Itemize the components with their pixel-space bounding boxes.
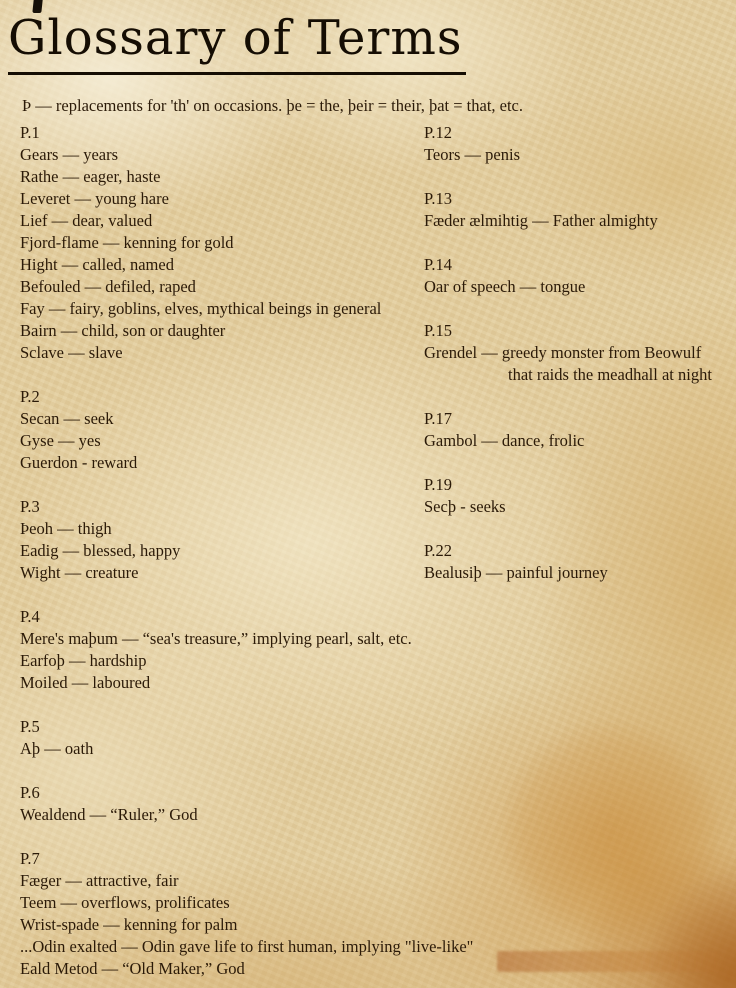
glossary-entry: ...Odin exalted — Odin gave life to first human, implying "live-like" <box>20 937 474 956</box>
page-label: P.12 <box>424 123 452 142</box>
page-label: P.15 <box>424 321 452 340</box>
glossary-entry: Grendel — greedy monster from Beowulf that raids the meadhall at night <box>424 343 712 384</box>
glossary-section-p7 <box>20 848 474 980</box>
thorn-note: Þ — replacements for 'th' on occasions. þe = the, þeir = their, þat = that, etc. <box>22 96 524 115</box>
glossary-section-p22 <box>424 540 728 584</box>
glossary-entry: Aþ — oath <box>20 739 94 758</box>
page-label: P.4 <box>20 607 40 626</box>
glossary-entry: Eadig — blessed, happy <box>20 541 181 560</box>
glossary-section-p3 <box>20 496 456 584</box>
page-label: P.7 <box>20 849 40 868</box>
glossary-entry: Teem — overflows, prolificates <box>20 893 230 912</box>
glossary-entry: Bealusiþ — painful journey <box>424 563 608 582</box>
page-label: P.13 <box>424 189 452 208</box>
glossary-entry: Rathe — eager, haste <box>20 167 161 186</box>
page-label: P.6 <box>20 783 40 802</box>
glossary-section-p4 <box>20 606 456 694</box>
glossary-entry: Lief — dear, valued <box>20 211 153 230</box>
glossary-section-p15 <box>424 320 728 386</box>
page-label: P.14 <box>424 255 452 274</box>
glossary-entry: Hight — called, named <box>20 255 174 274</box>
glossary-entry: Gears — years <box>20 145 119 164</box>
page-label: P.22 <box>424 541 452 560</box>
glossary-entry: Fjord-flame — kenning for gold <box>20 233 234 252</box>
faded-watermark-band <box>497 951 719 972</box>
glossary-section-p14 <box>424 254 728 298</box>
glossary-entry: Gambol — dance, frolic <box>424 431 585 450</box>
glossary-section-p12 <box>424 122 728 166</box>
glossary-entry: Wrist-spade — kenning for palm <box>20 915 238 934</box>
glossary-entry: Wealdend — “Ruler,” God <box>20 805 198 824</box>
glossary-entry: Eald Metod — “Old Maker,” God <box>20 959 245 978</box>
glossary-entry: Sclave — slave <box>20 343 123 362</box>
glossary-entry: Secþ - seeks <box>424 497 506 516</box>
glossary-entry: Mere's maþum — “sea's treasure,” implying pearl, salt, etc. <box>20 629 412 648</box>
page-label: P.1 <box>20 123 40 142</box>
page-label: P.17 <box>424 409 452 428</box>
glossary-section-p17 <box>424 408 728 452</box>
page-label: P.19 <box>424 475 452 494</box>
page-label: P.5 <box>20 717 40 736</box>
glossary-section-p1 <box>20 122 456 364</box>
glossary-section-p6 <box>20 782 456 826</box>
glossary-entry: Fæder ælmihtig — Father almighty <box>424 211 658 230</box>
glossary-entry: Bairn — child, son or daughter <box>20 321 226 340</box>
glossary-section-p5 <box>20 716 456 760</box>
glossary-section-p13 <box>424 188 728 232</box>
glossary-entry: Earfoþ — hardship <box>20 651 147 670</box>
glossary-entry: Secan — seek <box>20 409 114 428</box>
glossary-entry: Fay — fairy, goblins, elves, mythical beings in general <box>20 299 382 318</box>
glossary-entry: Gyse — yes <box>20 431 101 450</box>
glossary-entry: Oar of speech — tongue <box>424 277 586 296</box>
page-title: Glossary of Terms <box>8 8 466 75</box>
glossary-entry: Þeoh — thigh <box>20 519 112 538</box>
glossary-entry: Fæger — attractive, fair <box>20 871 179 890</box>
glossary-entry: Guerdon - reward <box>20 453 138 472</box>
parchment-stain <box>500 720 720 940</box>
glossary-entry: Teors — penis <box>424 145 520 164</box>
glossary-entry: Leveret — young hare <box>20 189 169 208</box>
page-label: P.2 <box>20 387 40 406</box>
glossary-section-p19 <box>424 474 728 518</box>
page-label: P.3 <box>20 497 40 516</box>
glossary-entry: Befouled — defiled, raped <box>20 277 196 296</box>
glossary-section-p2 <box>20 386 456 474</box>
glossary-entry: Wight — creature <box>20 563 139 582</box>
glossary-entry: Moiled — laboured <box>20 673 151 692</box>
glossary-column-right <box>424 122 728 606</box>
